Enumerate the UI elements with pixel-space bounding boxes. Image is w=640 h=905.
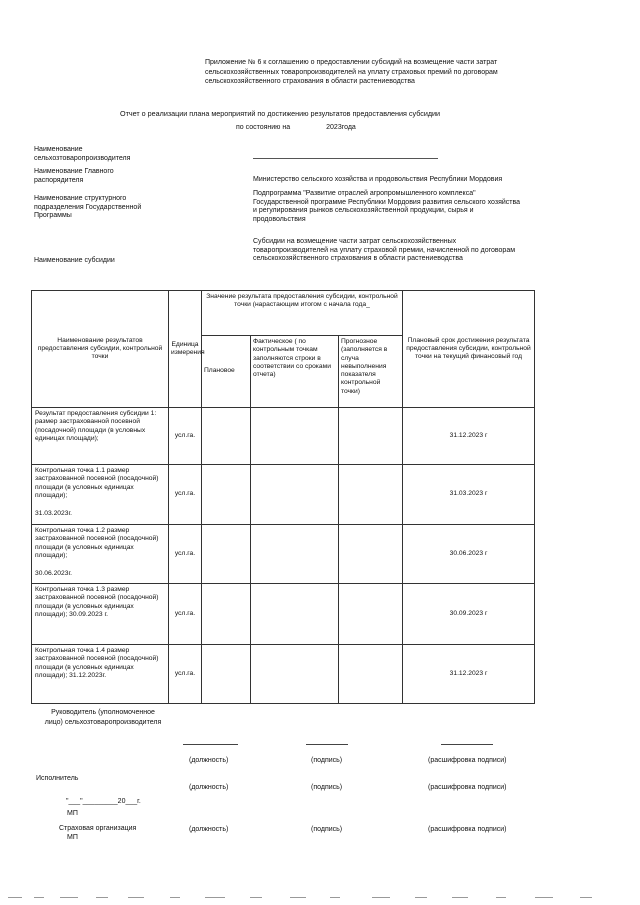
row-plan (202, 645, 251, 704)
as-of-line (236, 124, 356, 131)
results-table (31, 290, 535, 704)
gr-label: Наименование Главного распорядителя (34, 168, 114, 184)
unit-label: Наименование структурного подразделения Государственной Программы (34, 195, 142, 219)
row-plan (202, 465, 251, 525)
signature-caption: (подпись) (311, 757, 343, 764)
position-caption: (должность) (189, 826, 229, 833)
position-caption: (должность) (189, 757, 229, 764)
row-term: 31.03.2023 г (403, 465, 535, 525)
mp-mark: МП (67, 834, 78, 841)
position-line (183, 744, 238, 745)
decoding-line (441, 744, 493, 745)
report-title: Отчет о реализации плана мероприятий по достижению результатов предоставления субсидии (120, 109, 441, 118)
position-caption: (должность) (189, 784, 229, 791)
table-row (32, 525, 535, 584)
row-fact (251, 584, 339, 645)
row-unit: усл.га. (169, 584, 202, 645)
row-fact (251, 465, 339, 525)
row-name-cell (32, 525, 169, 584)
row-term: 31.12.2023 г (403, 645, 535, 704)
row-name: Результат предоставления субсидии 1: размер застрахованной посевной (посадочной) площади (в условных единицах площади); (32, 408, 169, 465)
row-name: Контрольная точка 1.4 размер застрахованной посевной (посадочной) площади (в условных единицах площади); 31.12.2023г. (32, 645, 169, 704)
header-forecast: Прогнозное (заполняется в случа невыполнения показателя контрольной точки) (339, 336, 403, 408)
row-fact (251, 645, 339, 704)
decoding-caption: (расшифровка подписи) (428, 826, 507, 833)
head-label: Руководитель (уполномоченное лицо) сельхозтоваропроизводителя (44, 709, 162, 726)
table-row (32, 408, 535, 465)
row-date: 30.06.2023г. (35, 570, 72, 578)
subsidy-value: Субсидии на возмещение части затрат сельскохозяйственных товаропроизводителей на уплату страховой премии, начисленной по договорам сельскохозяйственного страхования в области растениеводства (253, 238, 516, 263)
row-fact (251, 525, 339, 584)
row-unit: усл.га. (169, 465, 202, 525)
header-fact: Фактическое ( по контрольным точкам заполняются строки в соответствии со сроками отчета) (251, 336, 339, 408)
table-row (32, 645, 535, 704)
row-name: Контрольная точка 1.3 размер застрахованной посевной (посадочной) площади (в условных единицах площади); 30.09.2023 г. (32, 584, 169, 645)
annex-header: Приложение № 6 к соглашению о предоставлении субсидий на возмещение части затрат сельскохозяйственных товаропроизводителей на уплату страховых премий по договорам сельскохозяйственного страхования в области растениеводства (205, 59, 498, 85)
decoding-caption: (расшифровка подписи) (428, 757, 507, 764)
row-plan (202, 584, 251, 645)
row-plan (202, 408, 251, 465)
scan-artifact-dots (0, 895, 640, 901)
row-name: Контрольная точка 1.1 размер застрахованной посевной (посадочной) площади (в условных единицах площади); (35, 467, 159, 499)
header-plan: Плановое (202, 336, 251, 408)
row-forecast (339, 408, 403, 465)
row-unit: усл.га. (169, 525, 202, 584)
as-of-year: 2023года (326, 124, 356, 131)
subsidy-label: Наименование субсидии (34, 257, 115, 264)
signature-caption: (подпись) (311, 826, 343, 833)
header-name: Наименование результатов предоставления субсидии, контрольной точки (32, 291, 169, 408)
row-forecast (339, 645, 403, 704)
as-of-label: по состоянию на (236, 124, 291, 131)
header-term: Плановый срок достижения результата предоставления субсидии, контрольной точки на текущий финансовый год (403, 291, 535, 408)
signature-caption: (подпись) (311, 784, 343, 791)
row-fact (251, 408, 339, 465)
producer-blank-line (253, 158, 438, 159)
header-unit: Единица измерения (169, 291, 202, 408)
row-plan (202, 525, 251, 584)
row-forecast (339, 465, 403, 525)
mp-mark: МП (67, 810, 78, 817)
row-term: 31.12.2023 г (403, 408, 535, 465)
row-date: 31.03.2023г. (35, 510, 72, 518)
table-row (32, 584, 535, 645)
insurer-label: Страховая организация (59, 825, 137, 832)
producer-label: Наименование сельхозтоваропроизводителя (34, 146, 131, 162)
row-term: 30.06.2023 г (403, 525, 535, 584)
row-name: Контрольная точка 1.2 размер застрахованной посевной (посадочной) площади (в условных единицах площади); (35, 527, 159, 559)
row-unit: усл.га. (169, 408, 202, 465)
table-row (32, 465, 535, 525)
row-unit: усл.га. (169, 645, 202, 704)
unit-value: Подпрограмма "Развитие отраслей агропромышленного комплекса" Государственной программе Республики Мордовия развития сельского хозяйства и регулирования рынков сельскохозяйственной продукции, сырья и продовольствия (253, 190, 521, 223)
header-value: Значение результата предоставления субсидии, контрольной точки (нарастающим итогом с начала года_ (202, 291, 403, 336)
signature-line (306, 744, 348, 745)
row-forecast (339, 584, 403, 645)
gr-value: Министерство сельского хозяйства и продовольствия Республики Мордовия (253, 176, 503, 183)
date-blank: "___"_________20___г. (66, 798, 141, 805)
row-term: 30.09.2023 г (403, 584, 535, 645)
executor-label: Исполнитель (36, 775, 79, 782)
row-forecast (339, 525, 403, 584)
decoding-caption: (расшифровка подписи) (428, 784, 507, 791)
row-name-cell (32, 465, 169, 525)
